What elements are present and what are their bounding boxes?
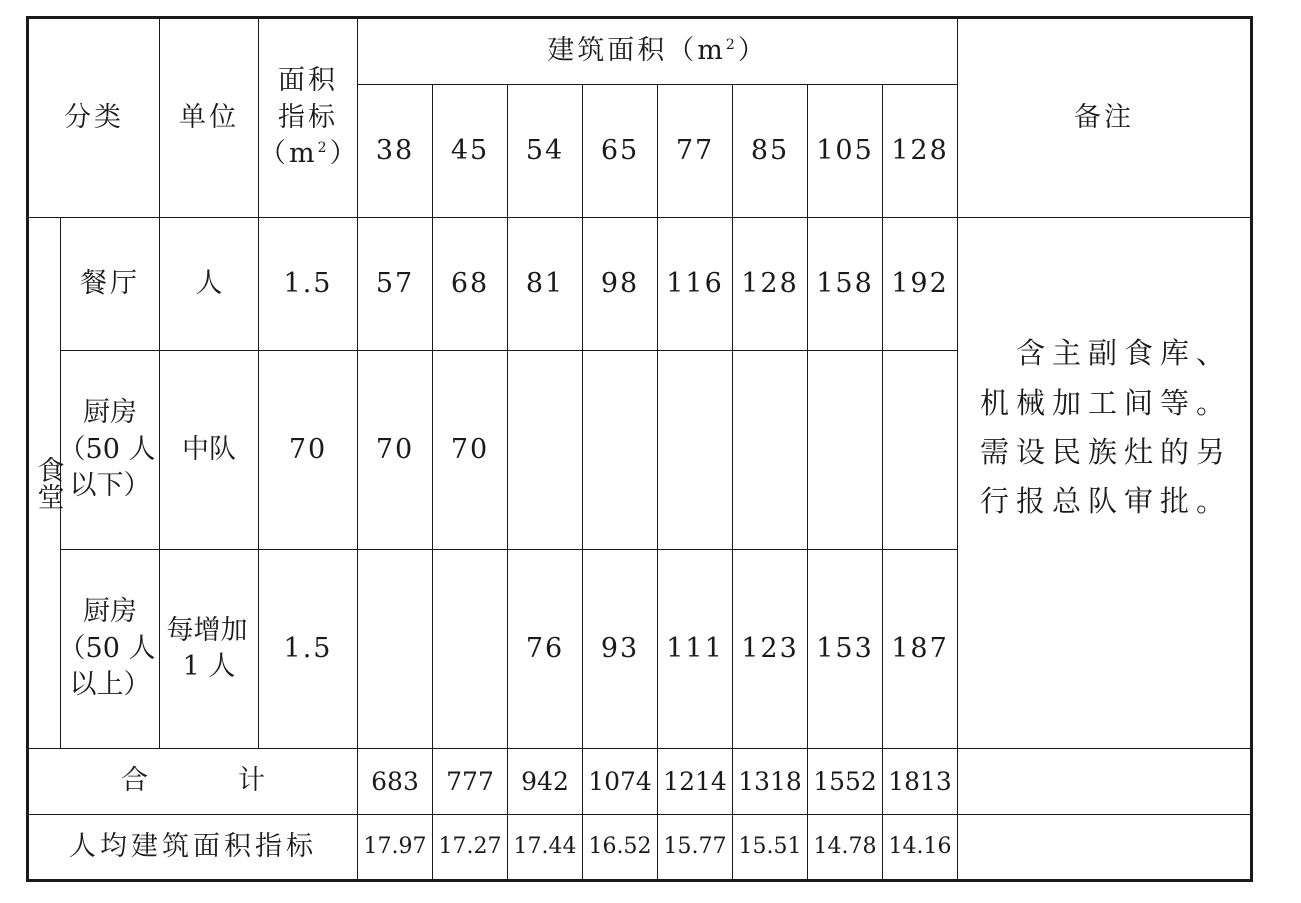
total-label-a: 合 [121,765,148,797]
row-name-line2: （50 人 [58,433,156,465]
header-area-value: 77 [658,85,733,218]
table-row [28,218,1252,351]
row-name-line3: 以下） [69,470,151,502]
row-index: 1.5 [259,550,358,749]
header-area-value: 65 [583,85,658,218]
header-area-index-line3 [259,136,360,172]
row-unit-line2: 1 人 [182,651,236,682]
row-value [883,351,958,550]
per-capita-row [28,815,1252,881]
row-value: 98 [583,218,658,351]
row-value [733,351,808,550]
per-capita-value: 15.51 [733,815,808,881]
total-label-b: 计 [238,765,265,797]
per-capita-label [28,815,358,881]
row-value: 123 [733,550,808,749]
remarks-text: 含主副食库、机械加工间等。需设民族灶的另行报总队审批。 [980,336,1233,519]
total-remarks [958,749,1252,815]
row-name-line2: （50 人 [58,632,156,664]
row-unit-line1: 每增加 [166,614,248,646]
header-area-value: 85 [733,85,808,218]
header-building-area-sup: 2 [725,37,738,54]
row-unit: 中队 [160,351,259,550]
total-row [28,749,1252,815]
header-building-area-text: 建筑面积（m [547,35,726,67]
row-value: 111 [658,550,733,749]
row-name-text: 餐厅 [80,267,140,299]
header-area-index-close: ） [329,138,360,170]
header-remarks-text: 备注 [1074,101,1135,133]
header-area-value: 45 [433,85,508,218]
total-value: 1552 [808,749,883,815]
group-label-cell [28,218,64,749]
header-area-index-line1: 面积 [278,65,338,97]
header-area-index [259,18,358,218]
row-unit: 人 [160,218,259,351]
header-category [28,18,160,218]
header-unit [160,18,259,218]
row-value: 68 [433,218,508,351]
row-name-line3: 以上） [69,669,151,701]
header-area-value: 128 [883,85,958,218]
row-value: 76 [508,550,583,749]
row-value [583,351,658,550]
row-unit [160,550,259,749]
group-label: 食堂 [32,456,64,510]
row-value: 116 [658,218,733,351]
header-area-index-line2: 指标 [278,101,338,133]
per-capita-value: 17.27 [433,815,508,881]
header-remarks [958,18,1252,218]
per-capita-value: 17.97 [358,815,433,881]
header-area-index-sup: 2 [317,140,330,157]
total-value: 683 [358,749,433,815]
per-capita-remarks [958,815,1252,881]
row-value [508,351,583,550]
row-value: 158 [808,218,883,351]
per-capita-label-text: 人均建筑面积指标 [69,830,317,862]
row-value: 192 [883,218,958,351]
row-value: 70 [433,351,508,550]
row-value: 81 [508,218,583,351]
per-capita-value: 14.78 [808,815,883,881]
canteen-area-table [26,16,1253,882]
remarks-cell [958,218,1252,749]
row-value: 153 [808,550,883,749]
header-area-index-unit: （m [259,138,318,170]
total-value: 1074 [583,749,658,815]
row-value: 93 [583,550,658,749]
row-value [808,351,883,550]
row-value [358,550,433,749]
per-capita-value: 16.52 [583,815,658,881]
row-index: 70 [259,351,358,550]
header-category-text: 分类 [64,101,124,133]
total-value: 1318 [733,749,808,815]
row-value: 187 [883,550,958,749]
total-value: 942 [508,749,583,815]
per-capita-value: 14.16 [883,815,958,881]
header-area-value: 105 [808,85,883,218]
row-name-line1: 厨房 [83,596,137,628]
per-capita-value: 15.77 [658,815,733,881]
total-value: 1214 [658,749,733,815]
row-value: 128 [733,218,808,351]
total-label [28,749,358,815]
row-name-line1: 厨房 [83,397,137,429]
total-value: 1813 [883,749,958,815]
per-capita-value: 17.44 [508,815,583,881]
header-area-value: 38 [358,85,433,218]
row-value [433,550,508,749]
header-unit-text: 单位 [179,101,239,133]
header-building-area [358,18,958,85]
row-name [58,351,160,550]
row-value: 70 [358,351,433,550]
total-value: 777 [433,749,508,815]
row-name [58,550,160,749]
row-value [658,351,733,550]
header-area-value: 54 [508,85,583,218]
header-building-area-close: ） [737,35,768,67]
row-index: 1.5 [259,218,358,351]
row-value: 57 [358,218,433,351]
row-name [61,218,160,351]
